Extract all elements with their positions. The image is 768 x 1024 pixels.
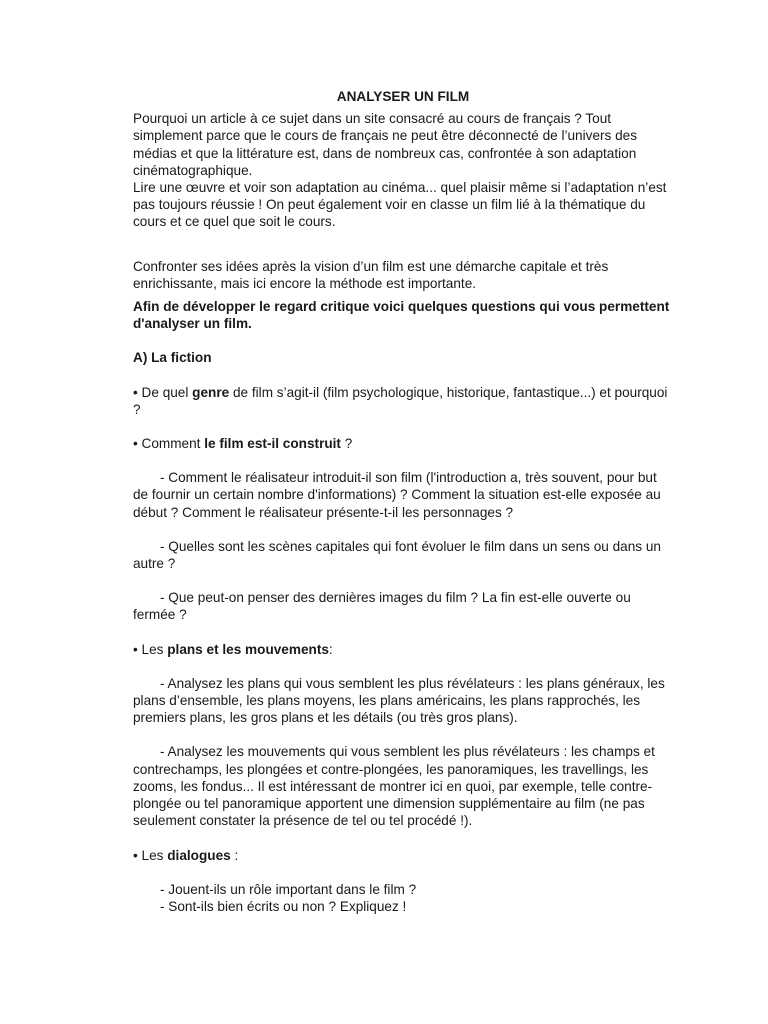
document-body	[133, 88, 673, 915]
question-dialogues	[133, 847, 673, 864]
question-construction-prefix: • Comment	[133, 436, 205, 452]
section-heading-text: A) La fiction	[133, 350, 212, 366]
question-construction-suffix: ?	[340, 436, 353, 452]
question-genre-bold: genre	[192, 384, 230, 400]
question-shots-bold: plans et les mouvements	[167, 641, 329, 657]
question-genre-prefix: • De quel	[133, 384, 193, 400]
shots-item-plans: - Analysez les plans qui vous semblent les plus révélateurs : les plans généraux, les plans d’ensemble, les plans moyens, les plans américains, les plans rapprochés, les premiers plans, les gros plans et les détails (ou très gros plans).	[133, 675, 665, 726]
dialogues-item-role: - Jouent-ils un rôle important dans le film ?	[160, 881, 417, 897]
intro-paragraph-3: Confronter ses idées après la vision d’un film est une démarche capitale et très enrichissante, mais ici encore la méthode est importante.	[133, 258, 609, 291]
intro-paragraph-1: Pourquoi un article à ce sujet dans un site consacré au cours de français ? Tout simplement parce que le cours de français ne peut être déconnecté de l’univers des médias et que la littérature est, dans de nombreux cas, confrontée à son adaptation cinématographique.	[133, 111, 638, 178]
question-dialogues-prefix: • Les	[133, 847, 168, 863]
question-dialogues-bold: dialogues	[167, 847, 231, 863]
construction-item-key-scenes: - Quelles sont les scènes capitales qui font évoluer le film dans un sens ou dans un autre ?	[133, 538, 661, 572]
construction-item-introduction: - Comment le réalisateur introduit-il son film (l'introduction a, très souvent, pour but de fournir un certain nombre d'informations) ? Comment la situation est-elle exposée au début ? Comment le réalisateur présente-t-il les personnages ?	[133, 470, 661, 520]
question-genre	[133, 384, 673, 418]
question-genre-suffix: de film s’agit-il (film psychologique, historique, fantastique...) et pourquoi ?	[133, 384, 668, 417]
construction-item-ending: - Que peut-on penser des dernières images du film ? La fin est-elle ouverte ou fermée ?	[133, 590, 631, 623]
intro-bold-text: Afin de développer le regard critique voici quelques questions qui vous permettent d'analyser un film.	[133, 299, 670, 332]
question-shots-suffix: :	[328, 641, 333, 657]
question-dialogues-suffix: :	[230, 847, 239, 863]
intro-bold-paragraph	[133, 298, 673, 332]
question-shots	[133, 641, 673, 658]
question-construction-bold: le film est-il construit	[204, 436, 341, 452]
question-shots-prefix: • Les	[133, 641, 168, 657]
dialogues-item-writing: - Sont-ils bien écrits ou non ? Expliquez !	[160, 898, 407, 914]
question-construction	[133, 435, 673, 452]
document-title: ANALYSER UN FILM	[336, 89, 470, 104]
intro-paragraph-2: Lire une œuvre et voir son adaptation au cinéma... quel plaisir même si l’adaptation n’est pas toujours réussie ! On peut également voir en classe un film lié à la thématique du cours et ce quel que soit le cours.	[133, 180, 667, 230]
section-heading-fiction	[133, 349, 673, 366]
shots-item-movements: - Analysez les mouvements qui vous semblent les plus révélateurs : les champs et contrechamps, les plongées et contre-plongées, les panoramiques, les travellings, les zooms, les fondus... Il est intéressant de montrer ici en quoi, par exemple, telle contre-plongée ou tel panoramique apportent une dimension supplémentaire au film (ne pas seulement constater la présence de tel ou tel procédé !).	[133, 744, 655, 829]
